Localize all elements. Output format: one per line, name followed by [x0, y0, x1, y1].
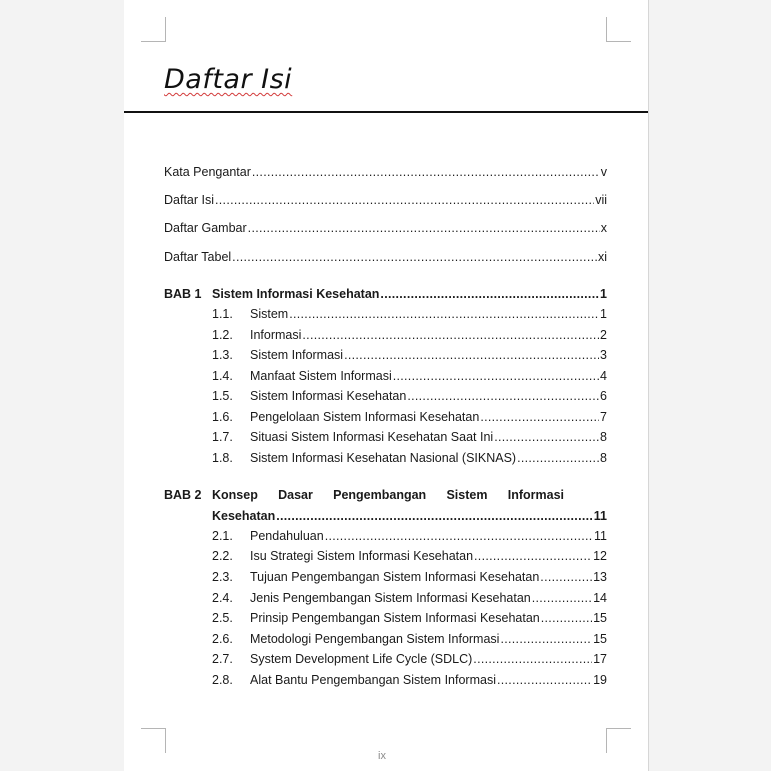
leader-dots: [541, 610, 592, 626]
toc-section-entry[interactable]: [250, 347, 607, 363]
toc-entry[interactable]: [164, 249, 607, 265]
chapter-title: Kesehatan: [212, 509, 276, 523]
section-label: Sistem Informasi: [250, 348, 344, 362]
leader-dots: [540, 569, 592, 585]
section-number: 2.4.: [212, 591, 233, 605]
section-number: 2.3.: [212, 570, 233, 584]
toc-section-entry[interactable]: [250, 450, 607, 466]
chapter-title-word: Dasar: [278, 488, 313, 502]
toc-section-entry[interactable]: [250, 429, 607, 445]
leader-dots: [289, 306, 599, 322]
toc-entry-label: Daftar Gambar: [164, 221, 247, 235]
leader-dots: [480, 409, 599, 425]
toc-entry-label: Daftar Tabel: [164, 250, 232, 264]
toc-section-entry[interactable]: [250, 590, 607, 606]
leader-dots: [474, 548, 592, 564]
section-page: 4: [600, 369, 607, 383]
crop-mark-bottom-left: [141, 728, 166, 753]
toc-chapter-entry[interactable]: [212, 508, 607, 524]
leader-dots: [380, 286, 599, 302]
section-number: 1.2.: [212, 328, 233, 342]
section-page: 7: [600, 410, 607, 424]
toc-section-entry[interactable]: [250, 569, 607, 585]
section-number: 2.5.: [212, 611, 233, 625]
section-number: 1.1.: [212, 307, 233, 321]
section-page: 15: [593, 611, 607, 625]
section-label: Sistem Informasi Kesehatan Nasional (SIKNAS): [250, 451, 517, 465]
chapter-title-word: Pengembangan: [333, 488, 427, 502]
chapter-number: BAB 2: [164, 488, 202, 502]
section-label: Pendahuluan: [250, 529, 324, 543]
toc-entry[interactable]: [164, 192, 607, 208]
leader-dots: [325, 528, 593, 544]
leader-dots: [500, 631, 592, 647]
title-rule: [124, 111, 648, 113]
section-page: 13: [593, 570, 607, 584]
leader-dots: [248, 220, 600, 236]
section-number: 2.8.: [212, 673, 233, 687]
toc-section-entry[interactable]: [250, 327, 607, 343]
leader-dots: [344, 347, 599, 363]
toc-entry-page: x: [600, 221, 607, 235]
section-label: Metodologi Pengembangan Sistem Informasi: [250, 632, 500, 646]
section-page: 8: [600, 430, 607, 444]
toc-entry-page: v: [600, 165, 607, 179]
leader-dots: [497, 672, 592, 688]
leader-dots: [276, 508, 593, 524]
chapter-number: BAB 1: [164, 287, 202, 301]
section-page: 14: [593, 591, 607, 605]
toc-entry-page: vii: [595, 193, 607, 207]
toc-entry-page: xi: [597, 250, 607, 264]
section-page: 8: [600, 451, 607, 465]
section-label: Sistem Informasi Kesehatan: [250, 389, 407, 403]
section-label: Alat Bantu Pengembangan Sistem Informasi: [250, 673, 496, 687]
section-number: 1.6.: [212, 410, 233, 424]
crop-mark-top-left: [141, 17, 166, 42]
crop-mark-top-right: [606, 17, 631, 42]
section-label: Informasi: [250, 328, 302, 342]
toc-entry[interactable]: [164, 220, 607, 236]
crop-mark-bottom-right: [606, 728, 631, 753]
chapter-page: 1: [600, 287, 607, 301]
toc-section-entry[interactable]: [250, 672, 607, 688]
leader-dots: [393, 368, 599, 384]
leader-dots: [407, 388, 599, 404]
toc-section-entry[interactable]: [250, 368, 607, 384]
leader-dots: [302, 327, 599, 343]
leader-dots: [494, 429, 599, 445]
section-number: 1.8.: [212, 451, 233, 465]
toc-entry[interactable]: [164, 164, 607, 180]
section-label: System Development Life Cycle (SDLC): [250, 652, 473, 666]
page-title: Daftar Isi: [164, 64, 293, 95]
section-label: Manfaat Sistem Informasi: [250, 369, 392, 383]
toc-entry-label: Kata Pengantar: [164, 165, 251, 179]
document-page: [124, 0, 649, 771]
section-page: 6: [600, 389, 607, 403]
leader-dots: [532, 590, 592, 606]
section-page: 11: [594, 529, 607, 543]
chapter-title-word: Konsep: [212, 488, 258, 502]
section-number: 1.7.: [212, 430, 233, 444]
chapter-title-word: Informasi: [507, 488, 564, 502]
section-page: 15: [593, 632, 607, 646]
leader-dots: [215, 192, 594, 208]
toc-chapter-entry[interactable]: [212, 286, 607, 302]
section-number: 2.2.: [212, 549, 233, 563]
section-page: 12: [593, 549, 607, 563]
toc-section-entry[interactable]: [250, 306, 607, 322]
section-number: 1.4.: [212, 369, 233, 383]
toc-entry-label: Daftar Isi: [164, 193, 215, 207]
chapter-title-word: Sistem: [446, 488, 488, 502]
leader-dots: [517, 450, 599, 466]
section-page: 3: [600, 348, 607, 362]
section-number: 2.7.: [212, 652, 233, 666]
section-label: Sistem: [250, 307, 289, 321]
section-number: 2.1.: [212, 529, 233, 543]
section-label: Isu Strategi Sistem Informasi Kesehatan: [250, 549, 474, 563]
leader-dots: [252, 164, 600, 180]
toc-section-entry[interactable]: [250, 651, 607, 667]
section-page: 17: [593, 652, 607, 666]
chapter-title: Sistem Informasi Kesehatan: [212, 287, 380, 301]
section-number: 1.5.: [212, 389, 233, 403]
section-number: 2.6.: [212, 632, 233, 646]
chapter-title-line1[interactable]: [212, 487, 564, 503]
toc-section-entry[interactable]: [250, 388, 607, 404]
toc-section-entry[interactable]: [250, 409, 607, 425]
toc-section-entry[interactable]: [250, 610, 607, 626]
toc-section-entry[interactable]: [250, 528, 607, 544]
section-label: Situasi Sistem Informasi Kesehatan Saat Ini: [250, 430, 494, 444]
toc-section-entry[interactable]: [250, 631, 607, 647]
section-label: Pengelolaan Sistem Informasi Kesehatan: [250, 410, 480, 424]
section-page: 1: [600, 307, 607, 321]
section-page: 19: [593, 673, 607, 687]
leader-dots: [473, 651, 592, 667]
section-label: Tujuan Pengembangan Sistem Informasi Kesehatan: [250, 570, 540, 584]
page-number: ix: [378, 750, 386, 762]
section-label: Prinsip Pengembangan Sistem Informasi Kesehatan: [250, 611, 540, 625]
toc-section-entry[interactable]: [250, 548, 607, 564]
section-page: 2: [600, 328, 607, 342]
section-number: 1.3.: [212, 348, 233, 362]
leader-dots: [232, 249, 597, 265]
chapter-page: 11: [593, 509, 607, 523]
section-label: Jenis Pengembangan Sistem Informasi Kesehatan: [250, 591, 531, 605]
